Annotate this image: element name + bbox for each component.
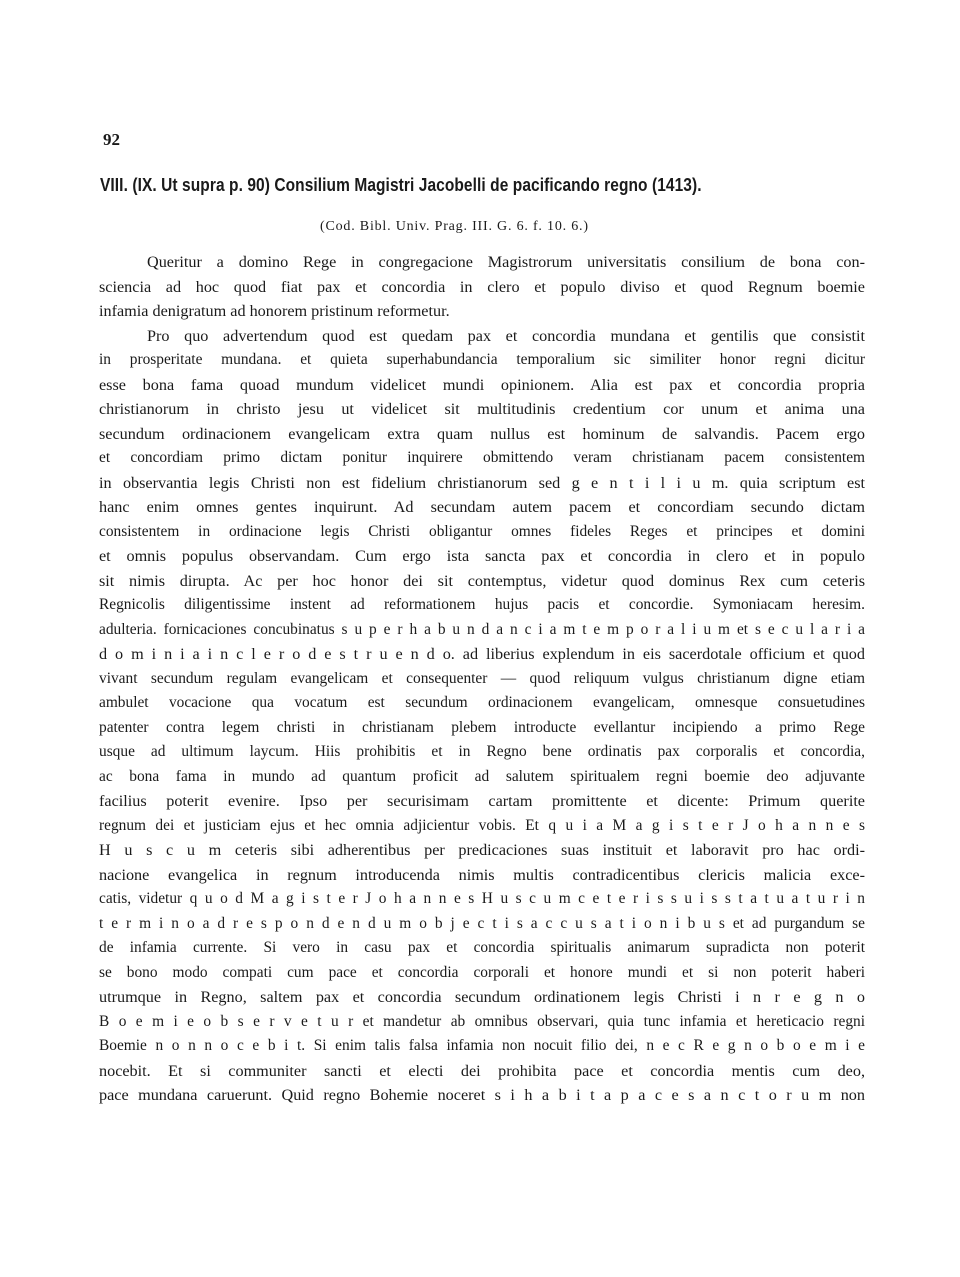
text-line: H u s c u m ceteris sibi adherentibus per predicaciones suas instituit et laboravit pro hac ordi- <box>99 841 865 859</box>
text-line: B o e m i e o b s e r v e t u r et mandetur ab omnibus observari, quia tunc infamia et hereticacio regni <box>99 1012 865 1030</box>
text-line: christianorum in christo jesu ut videlicet sit multitudinis credentium cor unum et anima una <box>99 400 865 418</box>
text-line: utrumque in Regno, saltem pax et concordia secundum ordinationem legis Christi i n r e g n o <box>99 988 865 1006</box>
text-line: in prosperitate mundana. et quieta superhabundancia temporalium sic similiter honor regni dicitur <box>99 351 865 368</box>
text-line: hanc enim omnes gentes inquirunt. Ad secundam autem pacem et concordiam secundo dictam <box>99 498 865 516</box>
text-line: t e r m i n o a d r e s p o n d e n d u m o b j e c t i s a c c u s a t i o n i b u s et ad purgandum se <box>99 914 865 932</box>
text-line: regnum dei et justiciam ejus et hec omnia adjicientur vobis. Et q u i a M a g i s t e r J o h a n n e s <box>99 816 865 834</box>
document-heading: VIII. (IX. Ut supra p. 90) Consilium Magistri Jacobelli de pacificando regno (1413). <box>100 175 702 195</box>
text-line: ambulet vocacione qua vocatum est secundum ordinacionem evangelicam, omnesque consuetudines <box>99 694 865 711</box>
text-line: pace mundana caruerunt. Quid regno Bohemie noceret s i h a b i t a p a c e s a n c t o r u m non <box>99 1086 865 1104</box>
text-line: de infamia currente. Si vero in casu pax et concordia spiritualis animarum supradicta non poterit <box>99 939 865 956</box>
body-text <box>99 250 865 1108</box>
text-line: sciencia ad hoc quod fiat pax et concordia in clero et populo diviso et quod Regnum boemie <box>99 277 865 296</box>
text-line: secundum ordinacionem evangelicam extra quam nullus est hominum de salvandis. Pacem ergo <box>99 424 865 443</box>
text-line: in observantia legis Christi non est fidelium christianorum sed g e n t i l i u m. quia scriptum est <box>99 473 865 492</box>
text-line: ac bona fama in mundo ad quantum proficit ad salutem spiritualem regni boemie deo adjuvante <box>99 767 865 785</box>
text-line: infamia denigratum ad honorem pristinum reformetur. <box>99 302 450 320</box>
text-line: consistentem in ordinacione legis Christi obligantur omnes fideles Reges et principes et domini <box>99 522 865 540</box>
text-line: usque ad ultimum laycum. Hiis prohibitis et in Regno bene ordinatis pax corporalis et concordia, <box>99 743 865 760</box>
text-line: et omnis populus observandam. Cum ergo ista sancta pax et concordia in clero et in populo <box>99 547 865 565</box>
text-line: patenter contra legem christi in christianam plebem introducte evellantur incipiendo a primo Rege <box>99 718 865 736</box>
text-line: catis, videtur q u o d M a g i s t e r J o h a n n e s H u s c u m c e t e r i s s u i s s t a t u a t u r i n <box>99 890 865 907</box>
text-line: Boemie n o n n o c e b i t. Si enim talis falsa infamia non nocuit filio dei, n e c R e g n o b o e m i e <box>99 1037 865 1054</box>
text-line: Regnicolis diligentissime instent ad reformationem hujus pacis et concordie. Symoniacam heresim. <box>99 596 865 613</box>
text-line: nacione evangelica in regnum introducenda nimis multis contradicentibus clericis malicia exce- <box>99 865 865 884</box>
text-line: Queritur a domino Rege in congregacione Magistrorum universitatis consilium de bona con- <box>147 253 865 271</box>
text-line: et concordiam primo dictam ponitur inquirere obmittendo veram christianam pacem consistentem <box>99 449 865 466</box>
source-citation: (Cod. Bibl. Univ. Prag. III. G. 6. f. 10. 6.) <box>320 219 589 234</box>
text-line: esse bona fama quoad mundum videlicet mundi opinionem. Alia est pax et concordia propria <box>99 375 865 394</box>
text-line: d o m i n i a i n c l e r o d e s t r u e n d o. ad liberius explendum in eis sacerdotale officium et quod <box>99 645 865 663</box>
text-line: adulteria. fornicaciones concubinatus s u p e r h a b u n d a n c i a m t e m p o r a l i u m et s e c u l a r i a <box>99 620 865 638</box>
text-line: Pro quo advertendum quod est quedam pax et concordia mundana et gentilis que consistit <box>147 326 865 345</box>
text-line: sit nimis dirupta. Ac per hoc honor dei sit contemptus, videtur quod dominus Rex cum ceteris <box>99 571 865 590</box>
text-line: nocebit. Et si communiter sancti et electi dei prohibita pace et concordia mentis cum deo, <box>99 1061 865 1080</box>
text-line: facilius poterit evenire. Ipso per securisimam cartam promittente et dicente: Primum querite <box>99 792 865 810</box>
text-line: se bono modo compati cum pace et concordia corporali et honore mundi et si non poterit haberi <box>99 963 865 981</box>
text-line: vivant secundum regulam evangelicam et consequenter — quod reliquum vulgus christianum digne etiam <box>99 669 865 687</box>
page-number: 92 <box>103 130 120 149</box>
